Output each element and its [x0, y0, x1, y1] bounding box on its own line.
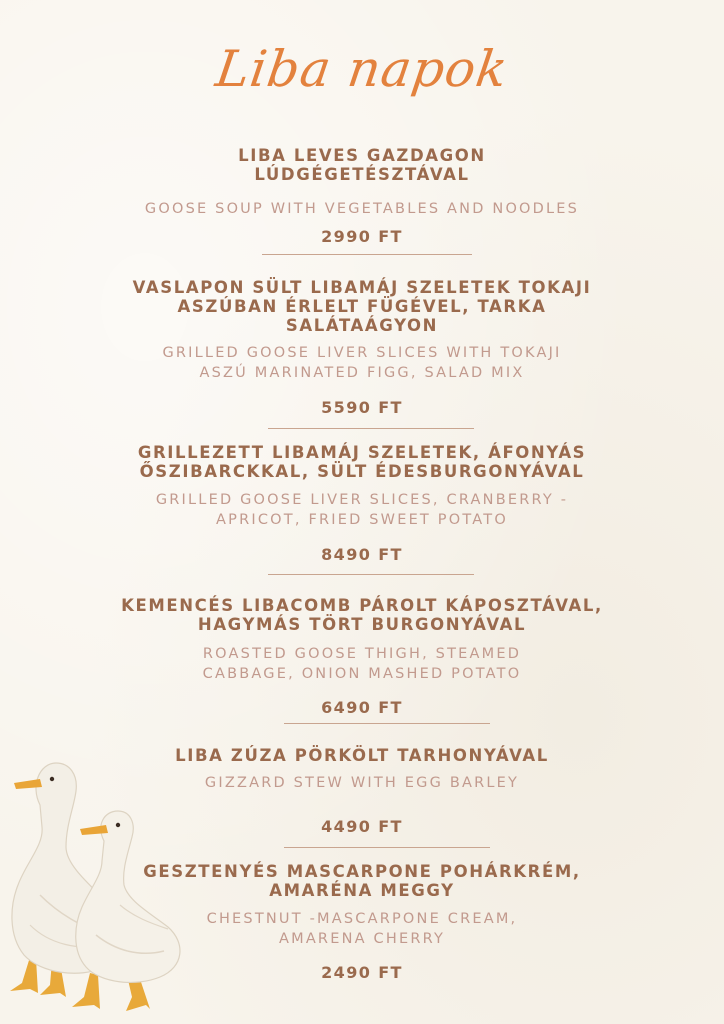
dish-price: 8490 FT [321, 545, 403, 564]
menu-item [60, 443, 664, 564]
goose-eye-icon [50, 777, 54, 781]
goose-eye-icon [116, 823, 120, 827]
dish-price: 4490 FT [321, 817, 403, 836]
dish-description: CABBAGE, ONION MASHED POTATO [202, 666, 522, 682]
dish-description: ROASTED GOOSE THIGH, STEAMED [202, 646, 522, 662]
dish-name-line: GRILLEZETT LIBAMÁJ SZELETEK, ÁFONYÁS [137, 443, 587, 462]
dish-description: GIZZARD STEW WITH EGG BARLEY [204, 775, 520, 791]
goose-front [76, 811, 180, 982]
dish-name-line: LIBA ZÚZA PÖRKÖLT TARHONYÁVAL [175, 746, 549, 765]
dish-price: 2490 FT [321, 963, 403, 982]
menu-item [60, 146, 664, 246]
dish-name-line: AMARÉNA MEGGY [269, 881, 455, 900]
divider [284, 723, 490, 724]
dish-name-line: LIBA LEVES GAZDAGON [238, 146, 486, 165]
dish-price: 2990 FT [321, 227, 403, 246]
dish-price: 5590 FT [321, 398, 403, 417]
dish-description: GRILLED GOOSE LIVER SLICES WITH TOKAJI [162, 345, 562, 361]
geese-illustration [0, 745, 200, 1024]
menu-item [60, 596, 664, 717]
dish-name-line: LÚDGÉGETÉSZTÁVAL [254, 165, 470, 184]
dish-name-line: SALÁTAÁGYON [285, 316, 439, 335]
dish-description: CHESTNUT -MASCARPONE CREAM, [206, 911, 518, 927]
dish-description: ASZÚ MARINATED FIGG, SALAD MIX [199, 365, 525, 381]
dish-price: 6490 FT [321, 698, 403, 717]
dish-description: GOOSE SOUP WITH VEGETABLES AND NOODLES [144, 201, 580, 217]
divider [262, 254, 472, 255]
dish-name-line: VASLAPON SÜLT LIBAMÁJ SZELETEK TOKAJI [132, 278, 592, 297]
divider [268, 428, 474, 429]
dish-name-line: ŐSZIBARCKKAL, SÜLT ÉDESBURGONYÁVAL [139, 462, 585, 481]
dish-description: AMARENA CHERRY [278, 931, 446, 947]
dish-name-line: GESZTENYÉS MASCARPONE POHÁRKRÉM, [143, 862, 581, 881]
divider [284, 847, 490, 848]
dish-description: GRILLED GOOSE LIVER SLICES, CRANBERRY - [155, 492, 569, 508]
dish-name-line: KEMENCÉS LIBACOMB PÁROLT KÁPOSZTÁVAL, [121, 596, 603, 615]
dish-description: APRICOT, FRIED SWEET POTATO [216, 512, 508, 528]
menu-item [60, 278, 664, 417]
dish-name-line: HAGYMÁS TÖRT BURGONYÁVAL [197, 615, 527, 634]
menu-title: Liba napok [212, 40, 512, 98]
divider [268, 574, 474, 575]
dish-name-line: ASZÚBAN ÉRLELT FÜGÉVEL, TARKA [177, 297, 547, 316]
